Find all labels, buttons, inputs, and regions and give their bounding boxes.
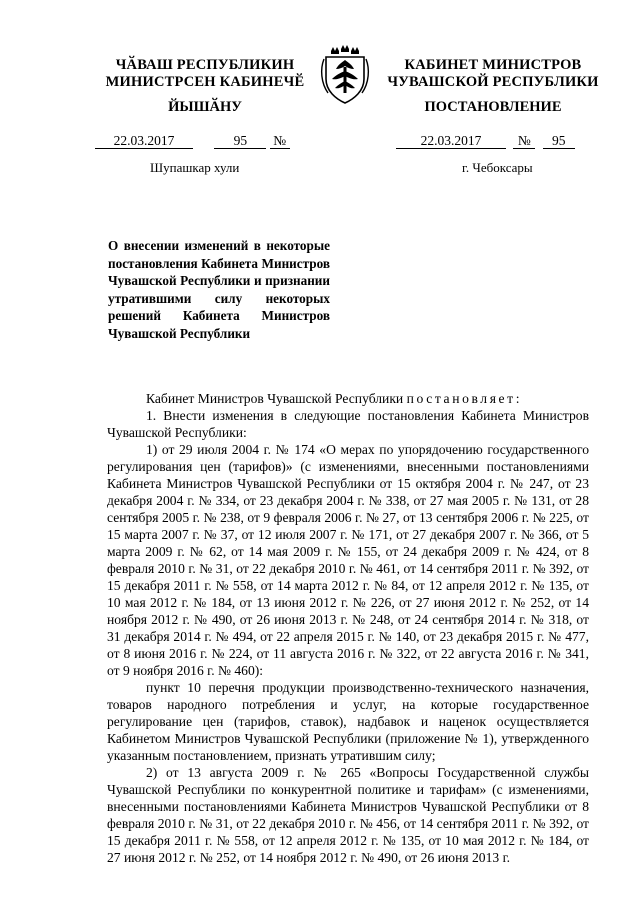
paragraph-3: пункт 10 перечня продукции производственно-технического назначения, товаров народного потребления и услуг, на которые государственное регулирование цен (тарифов, ставок), надбавок и наценок осуществляется Кабинетом Министров Чувашской Республики (приложение № 1), утвержденного указанным постановлением, признать утратившим силу;: [107, 680, 589, 763]
paragraph-1: 1. Внести изменения в следующие постановления Кабинета Министров Чувашской Республики:: [107, 408, 589, 440]
header-left-line2: МИНИСТРСЕН КАБИНЕЧӖ: [105, 74, 305, 90]
chuvash-coat-of-arms-icon: [318, 43, 372, 105]
paragraph-2: 1) от 29 июля 2004 г. № 174 «О мерах по упорядочению государственного регулирования цен (тарифов)» (с изменениями, внесенными постановлениями Кабинета Министров Чувашской Республики от 15 октября 2004 г. № 247, от 23 декабря 2004 г. № 334, от 23 декабря 2004 г. № 338, от 27 мая 2005 г. № 131, от 28 сентября 2005 г. № 238, от 9 февраля 2006 г. № 27, от 13 сентября 2006 г. № 225, от 15 марта 2007 г. № 37, от 12 июля 2007 г. № 171, от 27 декабря 2007 г. № 366, от 5 марта 2009 г. № 62, от 14 мая 2009 г. № 155, от 24 декабря 2009 г. № 424, от 8 февраля 2010 г. № 31, от 22 декабря 2010 г. № 461, от 14 сентября 2011 г. № 392, от 15 декабря 2011 г. № 558, от 14 марта 2012 г. № 84, от 12 апреля 2012 г. № 135, от 10 мая 2012 г. № 184, от 13 июня 2012 г. № 226, от 27 июня 2012 г. № 252, от 14 ноября 2012 г. № 490, от 26 июня 2013 г. № 248, от 24 сентября 2014 г. № 318, от 31 декабря 2014 г. № 494, от 22 апреля 2015 г. № 140, от 23 декабря 2015 г. № 477, от 8 июня 2016 г. № 224, от 11 августа 2016 г. № 322, от 22 августа 2016 г. № 341, от 9 ноября 2016 г. № 460):: [107, 442, 589, 678]
date-number-right: [396, 133, 575, 149]
header-left-chuvash: [100, 57, 310, 91]
place-russian: г. Чебоксары: [462, 160, 533, 175]
place-chuvash: Шупашкар хули: [150, 160, 240, 175]
number-right: 95: [543, 134, 575, 149]
intro-paragraph: [107, 390, 589, 407]
document-title: О внесении изменений в некоторые постановления Кабинета Министров Чувашской Республики и признании утратившими силу некоторых решений Кабинета Министров Чувашской Республики: [108, 238, 330, 341]
number-left: 95: [214, 134, 266, 149]
date-left: 22.03.2017: [95, 134, 193, 149]
date-number-left: [95, 133, 290, 149]
header-right-line2: ЧУВАШСКОЙ РЕСПУБЛИКИ: [387, 74, 599, 90]
header-right-russian: [378, 57, 608, 91]
intro-spaced: постановляет:: [406, 391, 523, 406]
header-right-line1: КАБИНЕТ МИНИСТРОВ: [404, 57, 582, 73]
number-sign-right: №: [513, 134, 535, 149]
number-sign-left: №: [270, 134, 290, 149]
document-body: [107, 390, 589, 866]
doc-type-chuvash: ЙЫШӐНУ: [168, 99, 242, 115]
header-left-line1: ЧӐВАШ РЕСПУБЛИКИН: [115, 57, 295, 73]
paragraph-4: 2) от 13 августа 2009 г. № 265 «Вопросы Государственной службы Чувашской Республики по конкурентной политике и тарифам» (с изменениями, внесенными постановлениями Кабинета Министров Чувашской Республики от 8 февраля 2010 г. № 31, от 22 декабря 2010 г. № 456, от 14 сентября 2011 г. № 392, от 15 декабря 2011 г. № 558, от 12 апреля 2012 г. № 135, от 10 мая 2012 г. № 184, от 27 июня 2012 г. № 252, от 14 ноября 2012 г. № 490, от 26 июня 2013 г.: [107, 765, 589, 865]
doc-type-russian: ПОСТАНОВЛЕНИЕ: [424, 99, 562, 115]
intro-prefix: Кабинет Министров Чувашской Республики: [146, 391, 407, 406]
date-right: 22.03.2017: [396, 134, 506, 149]
